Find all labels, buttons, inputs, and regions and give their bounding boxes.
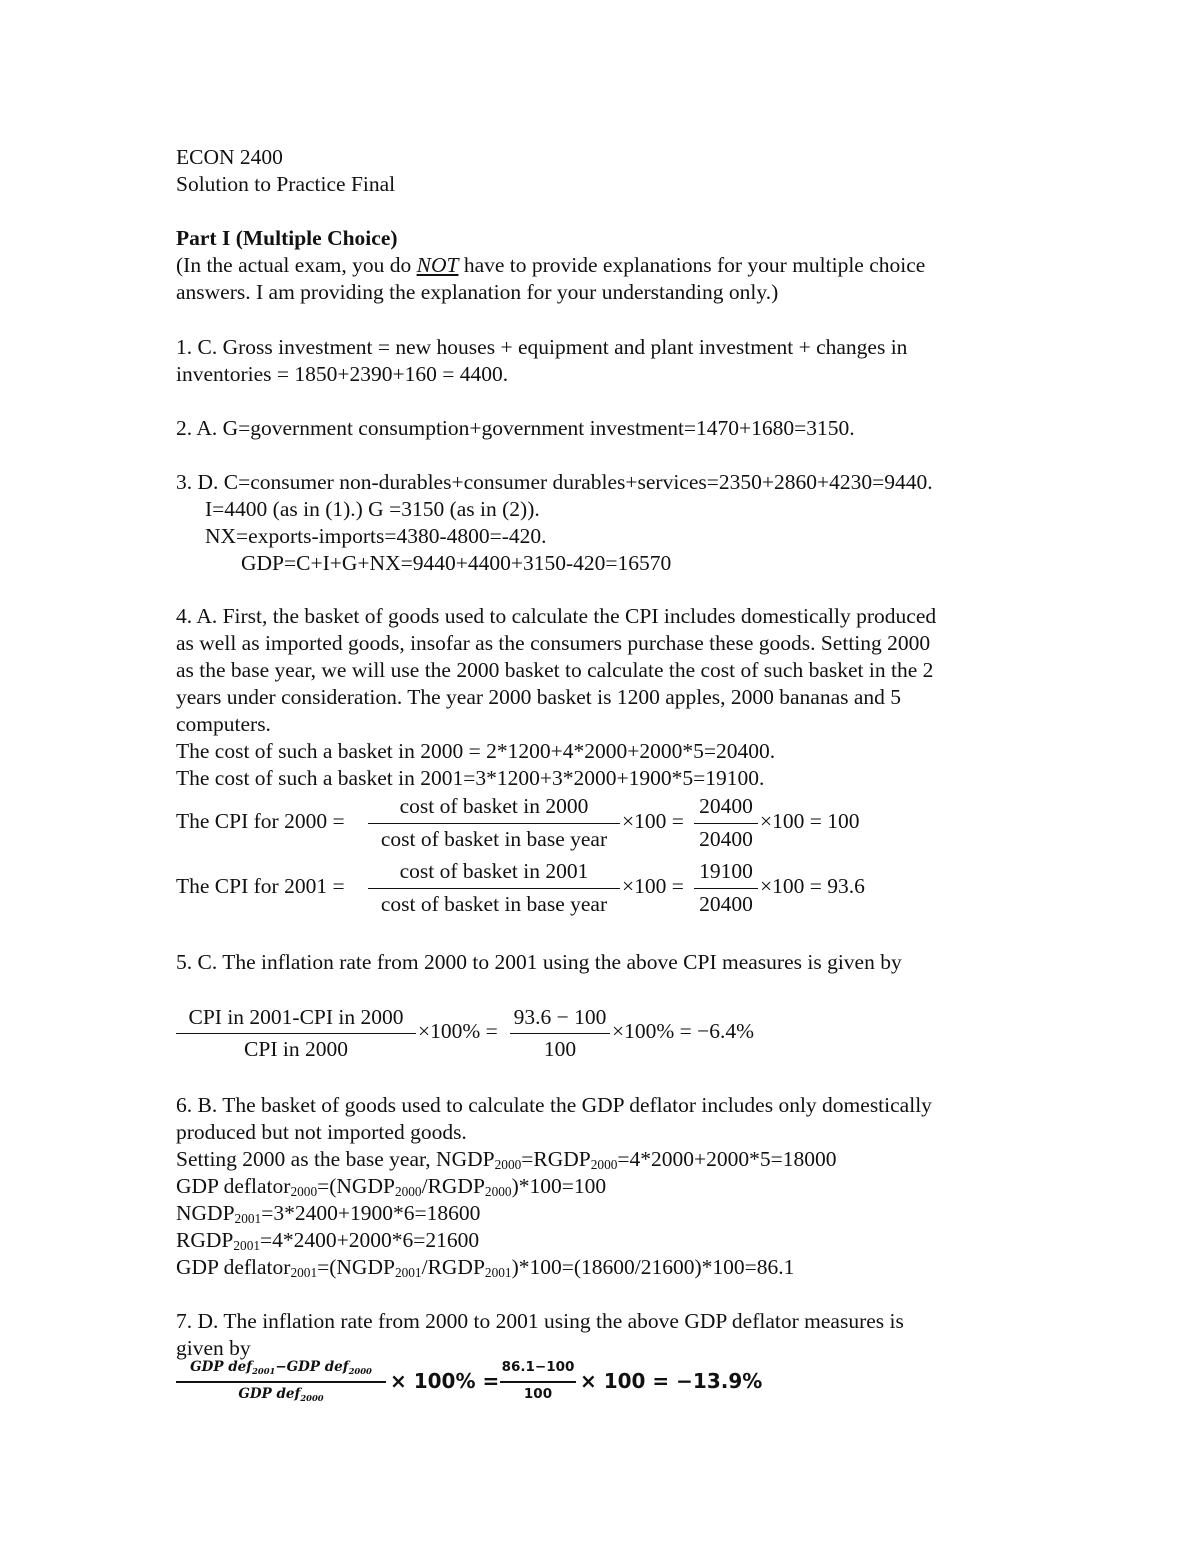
inflation-cpi-value-numerator: 93.6 − 100 (513, 1005, 607, 1029)
cpi-2000-denominator: cost of basket in base year (380, 827, 608, 851)
cpi-2000-value-numerator: 20400 (699, 794, 753, 818)
fraction-bar (510, 1033, 610, 1034)
part1-note-line2: answers. I am providing the explanation for your understanding only.) (176, 280, 779, 304)
inflation-cpi-numerator: CPI in 2001-CPI in 2000 (188, 1005, 404, 1029)
inflation-deflator-value-denominator: 100 (523, 1386, 553, 1402)
part1-heading: Part I (Multiple Choice) (176, 226, 398, 250)
q3-line3: NX=exports-imports=4380-4800=-420. (205, 524, 547, 548)
part1-note: (In the actual exam, you do NOT have to provide explanations for your multiple choice (176, 253, 926, 277)
q3-line2: I=4400 (as in (1).) G =3150 (as in (2)). (205, 497, 540, 521)
cpi-2001-result: ×100 = 93.6 (760, 874, 865, 898)
fraction-bar (694, 823, 758, 824)
q3-line4: GDP=C+I+G+NX=9440+4400+3150-420=16570 (241, 551, 672, 575)
cpi-2000-lead: The CPI for 2000 = (176, 809, 345, 833)
course-code: ECON 2400 (176, 145, 283, 169)
q7-line1: 7. D. The inflation rate from 2000 to 2001 using the above GDP deflator measures is (176, 1309, 904, 1333)
q6-line6: $RGDP_{2001}=4*2400+2000*6=21600$ (176, 1228, 480, 1253)
q1-line1: 1. C. Gross investment = new houses + equipment and plant investment + changes in (176, 335, 908, 359)
q6-line5: $NGDP_{2001}=3*2400+1900*6=18600$ (176, 1201, 481, 1226)
inflation-deflator-denominator: GDP def$_{2000}$ (238, 1386, 324, 1403)
cpi-2001-value-denominator: 20400 (699, 892, 753, 916)
inflation-deflator-numerator: GDP def$_{2001}$−GDP def$_{2000}$ (190, 1359, 372, 1376)
cpi-2000-value-denominator: 20400 (699, 827, 753, 851)
fraction-bar (500, 1381, 576, 1383)
fraction-bar (694, 888, 758, 889)
cpi-2000-numerator: cost of basket in 2000 (399, 794, 589, 818)
inflation-cpi-times: ×100% = (418, 1019, 498, 1043)
q6-line7: GDP $deflator_{2001}=(NGDP_{2001}/RGDP_{2001})*100=(18600/21600)*100=86.1$ (176, 1255, 795, 1280)
q6-line4: GDP $deflator_{2000}=(NGDP_{2000}/RGDP_{2000})*100=100$ (176, 1174, 607, 1199)
q1-line2: inventories = 1850+2390+160 = 4400. (176, 362, 509, 386)
q4-line6: The cost of such a basket in 2000 = 2*1200+4*2000+2000*5=20400. (176, 739, 776, 763)
fraction-bar (176, 1381, 386, 1383)
q6-line2: produced but not imported goods. (176, 1120, 467, 1144)
q5-line1: 5. C. The inflation rate from 2000 to 2001 using the above CPI measures is given by (176, 950, 902, 974)
q4-line4: years under consideration. The year 2000 basket is 1200 apples, 2000 bananas and 5 (176, 685, 902, 709)
q4-line2: as well as imported goods, insofar as the consumers purchase these goods. Setting 2000 (176, 631, 931, 655)
inflation-cpi-result: ×100% = −6.4% (612, 1019, 755, 1043)
not-emphasis: NOT (416, 253, 459, 277)
cpi-2001-denominator: cost of basket in base year (380, 892, 608, 916)
fraction-bar (176, 1033, 416, 1034)
q2-line1: 2. A. G=government consumption+government investment=1470+1680=3150. (176, 416, 855, 440)
q4-line5: computers. (176, 712, 271, 736)
cpi-2000-result: ×100 = 100 (760, 809, 860, 833)
inflation-cpi-denominator: CPI in 2000 (244, 1037, 348, 1061)
inflation-deflator-times: × 100% = (390, 1369, 500, 1393)
cpi-2001-times: ×100 = (622, 874, 684, 898)
q3-line1: 3. D. C=consumer non-durables+consumer durables+services=2350+2860+4230=9440. (176, 470, 933, 494)
q4-line7: The cost of such a basket in 2001=3*1200+3*2000+1900*5=19100. (176, 766, 765, 790)
fraction-bar (368, 888, 620, 889)
fraction-bar (368, 823, 620, 824)
inflation-deflator-value-numerator: 86.1−100 (501, 1359, 575, 1375)
cpi-2001-lead: The CPI for 2001 = (176, 874, 345, 898)
inflation-cpi-value-denominator: 100 (543, 1037, 577, 1061)
inflation-deflator-result: × 100 = −13.9% (580, 1369, 763, 1393)
cpi-2001-value-numerator: 19100 (699, 859, 753, 883)
q6-line3: Setting 2000 as the base year, $NGDP_{2000}=RGDP_{2000}=4*2000+2000*5=18000$ (176, 1147, 837, 1172)
cpi-2001-numerator: cost of basket in 2001 (399, 859, 589, 883)
q4-line3: as the base year, we will use the 2000 basket to calculate the cost of such basket in the 2 (176, 658, 934, 682)
q6-line1: 6. B. The basket of goods used to calculate the GDP deflator includes only domestically (176, 1093, 932, 1117)
q7-line2: given by (176, 1336, 251, 1360)
q4-line1: 4. A. First, the basket of goods used to calculate the CPI includes domestically produced (176, 604, 937, 628)
cpi-2000-times: ×100 = (622, 809, 684, 833)
document-title: Solution to Practice Final (176, 172, 396, 196)
